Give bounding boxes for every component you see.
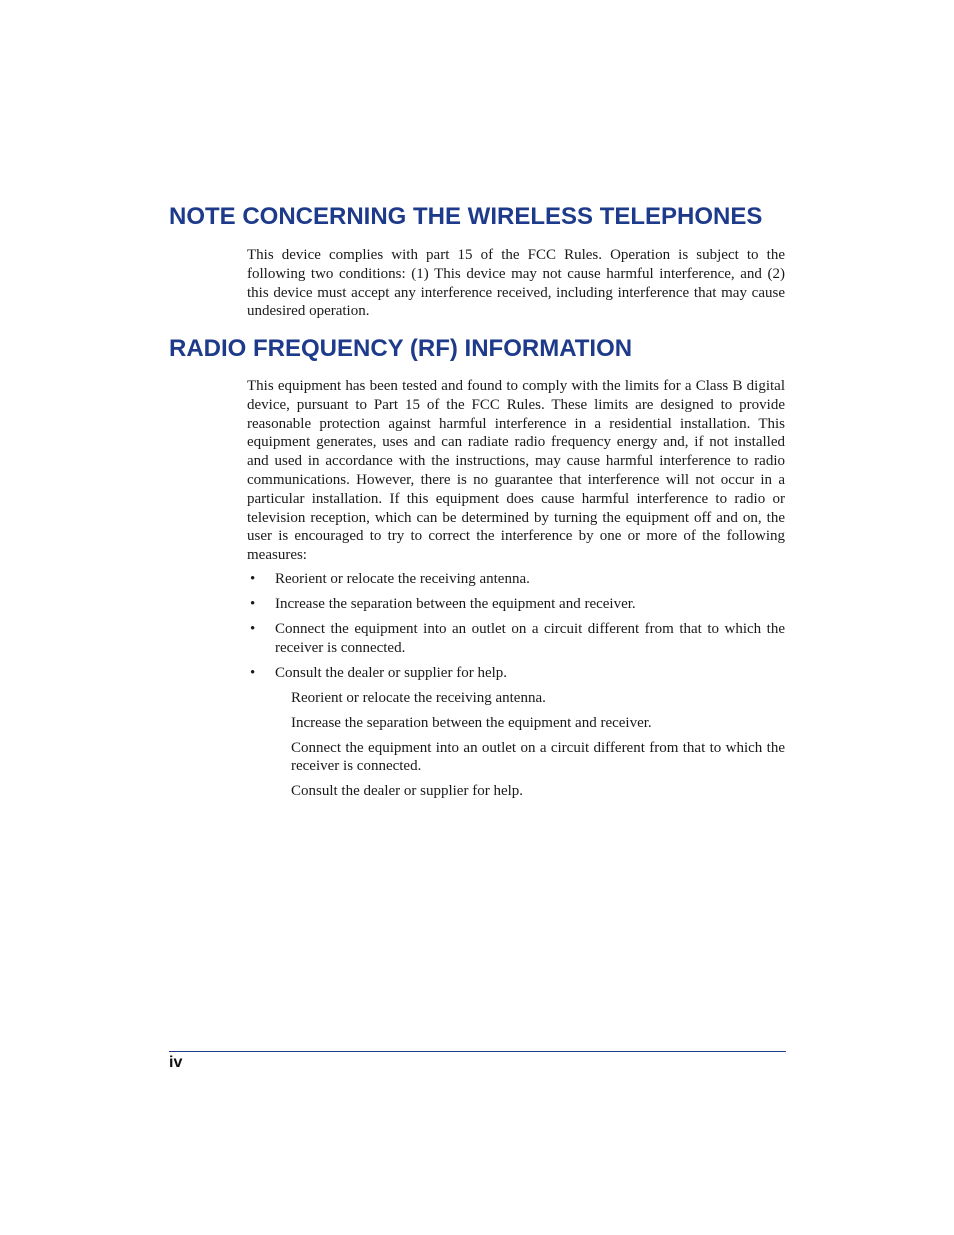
list-item [247,620,785,658]
section-body-wireless-telephones: This device complies with part 15 of the FCC Rules. Operation is subject to the following two conditions: (1) This device may not cause harmful interference, and (2) this device must accept any interference received, including interference that may cause undesired operation. [247,247,785,320]
list-item: Consult the dealer or supplier for help. [291,783,524,800]
footer-divider [169,1051,786,1052]
list-item: Increase the separation between the equipment and receiver. [291,714,652,731]
page-number: iv [169,1054,183,1071]
bullet-icon: • [250,571,256,587]
list-item: Reorient or relocate the receiving antenna. [291,690,546,706]
bullet-icon: • [250,595,256,612]
list-item: Connect the equipment into an outlet on a circuit different from that to which the receiver is connected. [291,739,785,775]
section-title-wireless-telephones: NOTE CONCERNING THE WIRELESS TELEPHONES [169,203,763,230]
list-item-text: Increase the separation between the equipment and receiver. [275,595,636,612]
bullet-icon: • [250,620,256,637]
list-item-text: Reorient or relocate the receiving antenna. [275,571,530,587]
list-item [247,595,785,614]
list-item-text: Connect the equipment into an outlet on a circuit different from that to which the receiver is connected. [275,620,785,656]
measures-bullet-list [247,570,785,689]
list-item-text: Consult the dealer or supplier for help. [275,664,508,681]
measures-plain-list [291,689,785,807]
section-title-rf-information: RADIO FREQUENCY (RF) INFORMATION [169,335,633,362]
list-item [247,570,785,589]
bullet-icon: • [250,664,256,681]
list-item [247,664,785,683]
section-body-rf-information: This equipment has been tested and found to comply with the limits for a Class B digital device, pursuant to Part 15 of the FCC Rules. These limits are designed to provide reasonable protection against harmful interference in a residential installation. This equipment generates, uses and can radiate radio frequency energy and, if not installed and used in accordance with the instructions, may cause harmful interference to radio communications. However, there is no guarantee that interference will not occur in a particular installation. If this equipment does cause harmful interference to radio or television reception, which can be determined by turning the equipment off and on, the user is encouraged to try to correct the interference by one or more of the following measures: [247,378,785,564]
